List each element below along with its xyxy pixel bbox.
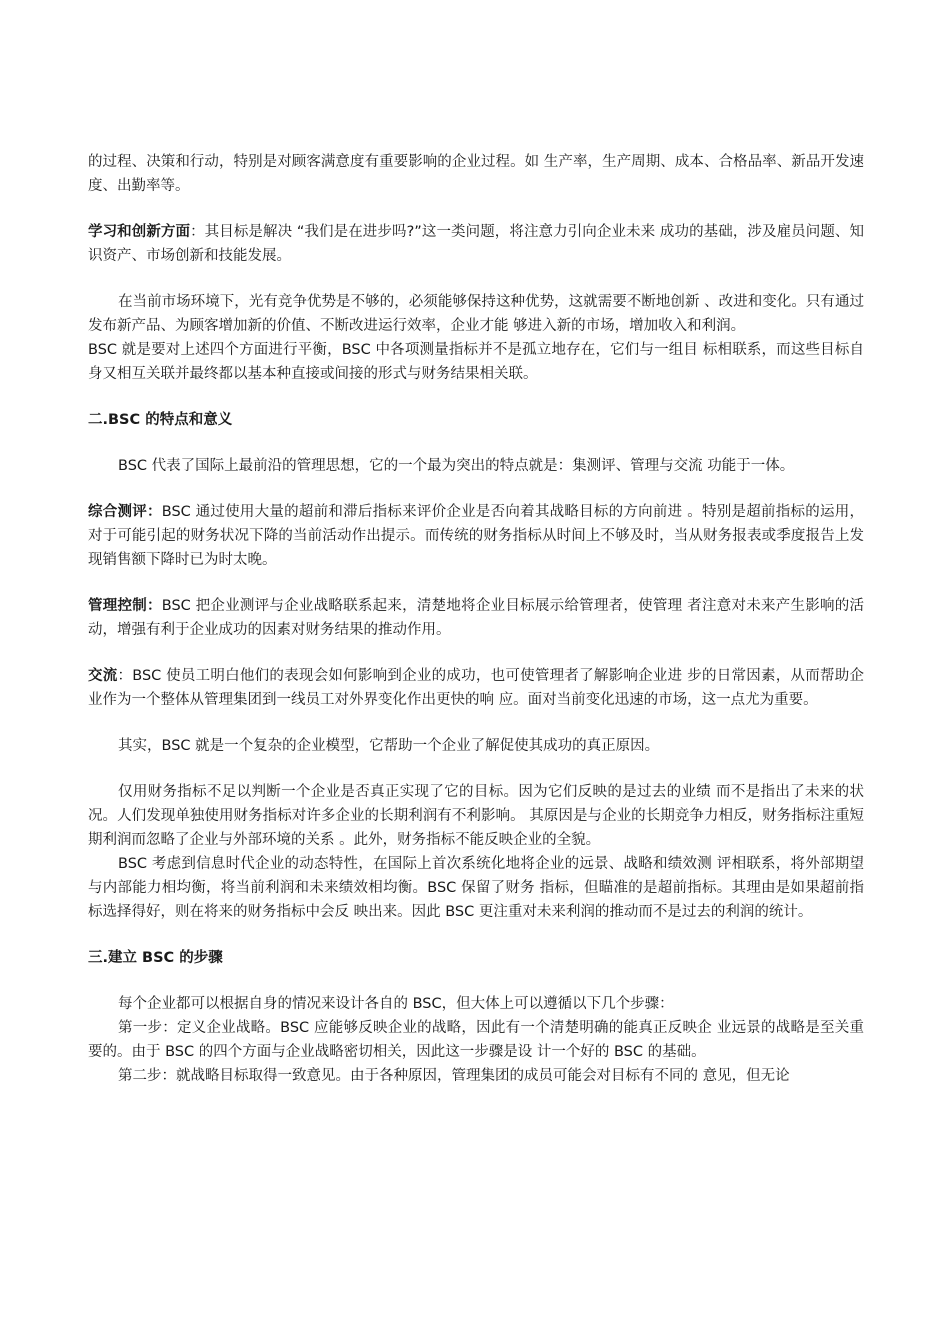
section-heading-steps: 三.建立 BSC 的步骤: [88, 950, 223, 966]
document-body: [88, 150, 864, 1088]
paragraph-step-two: 第二步：就战略目标取得一致意见。由于各种原因，管理集团的成员可能会对目标有不同的 意见，但无论: [118, 1068, 790, 1084]
paragraph-market-environment: 在当前市场环境下，光有竞争优势是不够的，必须能够保持这种优势，这就需要不断地创新 、改进和变化。只有通过发布新产品、为顾客增加新的价值、不断改进运行效率，企业才能 够进入新的市场，增加收入和利润。: [88, 294, 864, 334]
paragraph-bsc-represents: BSC 代表了国际上最前沿的管理思想，它的一个最为突出的特点就是：集测评、管理与交流 功能于一体。: [118, 458, 795, 474]
paragraph-balance: BSC 就是要对上述四个方面进行平衡，BSC 中各项测量指标并不是孤立地存在，它们与一组目 标相联系，而这些目标自身又相互关联并最终都以基本种直接或间接的形式与财务结果相关联。: [88, 342, 864, 382]
paragraph-comprehensive-text: BSC 通过使用大量的超前和滞后指标来评价企业是否向着其战略目标的方向前进 。特别是超前指标的运用，对于可能引起的财务状况下降的当前活动作出提示。而传统的财务指标从时间上不够及时，当从财务报表或季度报告上发现销售额下降时已为时太晚。: [88, 504, 864, 568]
paragraph-steps-intro: 每个企业都可以根据自身的情况来设计各自的 BSC，但大体上可以遵循以下几个步骤：: [118, 996, 674, 1012]
paragraph-management-text: BSC 把企业测评与企业战略联系起来，清楚地将企业目标展示给管理者，使管理 者注意对未来产生影响的活动，增强有利于企业成功的因素对财务结果的推动作用。: [88, 598, 864, 638]
paragraph-management-control: [88, 594, 864, 642]
paragraph-communication-text: ：BSC 使员工明白他们的表现会如何影响到企业的成功，也可使管理者了解影响企业进 步的日常因素，从而帮助企业作为一个整体从管理集团到一线员工对外界变化作出更快的响 应。面对当前变化迅速的市场，这一点尤为重要。: [88, 668, 864, 708]
paragraph-process: 的过程、决策和行动，特别是对顾客满意度有重要影响的企业过程。如 生产率，生产周期、成本、合格品率、新品开发速度、出勤率等。: [88, 154, 864, 194]
paragraph-learning-innovation: [88, 220, 864, 268]
section-heading-features: 二.BSC 的特点和意义: [88, 412, 233, 428]
paragraph-step-one: 第一步：定义企业战略。BSC 应能够反映企业的战略，因此有一个清楚明确的能真正反映企 业远景的战略是至关重要的。由于 BSC 的四个方面与企业战略密切相关，因此这一步骤是设 计一个好的 BSC 的基础。: [88, 1020, 864, 1060]
term-communication: 交流: [88, 668, 118, 684]
paragraph-learning-text: ：其目标是解决 “我们是在进步吗?”这一类问题，将注意力引向企业未来 成功的基础，涉及雇员问题、知识资产、市场创新和技能发展。: [88, 224, 864, 264]
term-learning-innovation: 学习和创新方面: [88, 224, 191, 240]
paragraph-financial-indicators: 仅用财务指标不足以判断一个企业是否真正实现了它的目标。因为它们反映的是过去的业绩 而不是指出了未来的状况。人们发现单独使用财务指标对许多企业的长期利润有不利影响。 其原因是与企业的长期竞争力相反，财务指标注重短期利润而忽略了企业与外部环境的关系 。此外，财务指标不能反映企业的全貌。: [88, 784, 864, 848]
term-comprehensive-measure: 综合测评：: [88, 504, 162, 520]
term-management-control: 管理控制：: [88, 598, 162, 614]
paragraph-information-age: BSC 考虑到信息时代企业的动态特性，在国际上首次系统化地将企业的远景、战略和绩效测 评相联系，将外部期望与内部能力相均衡，将当前利润和未来绩效相均衡。BSC 保留了财务 指标，但瞄准的是超前指标。其理由是如果超前指标选择得好，则在将来的财务指标中会反 映出来。因此 BSC 更注重对未来利润的推动而不是过去的利润的统计。: [88, 856, 864, 920]
paragraph-communication: [88, 664, 864, 712]
paragraph-bsc-model: 其实，BSC 就是一个复杂的企业模型，它帮助一个企业了解促使其成功的真正原因。: [118, 738, 660, 754]
paragraph-comprehensive-measure: [88, 500, 864, 572]
